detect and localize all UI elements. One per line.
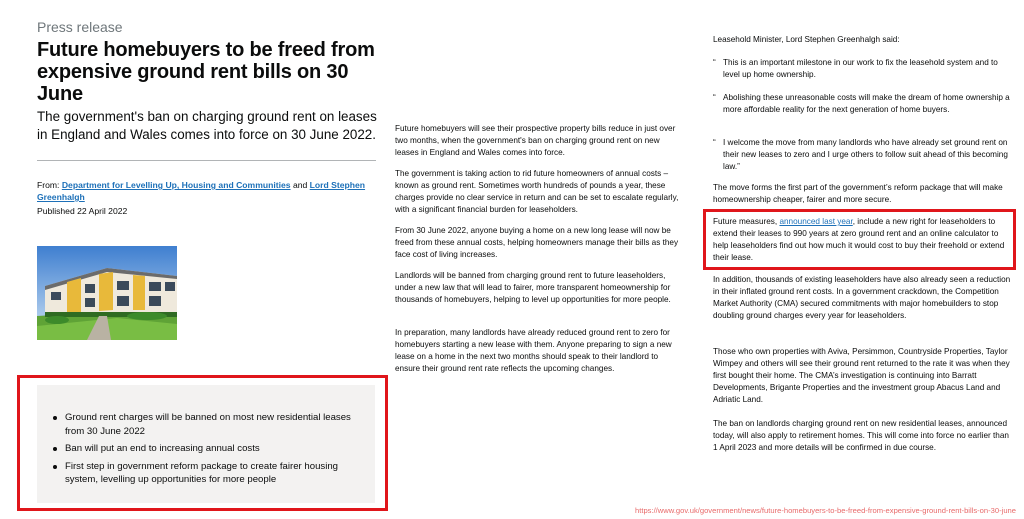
org-link-dluhc[interactable]: Department for Levelling Up, Housing and Communities xyxy=(61,180,291,190)
from-line xyxy=(37,179,367,203)
from-label: From: xyxy=(37,180,60,190)
lede-summary: The government's ban on charging ground rent on leases in England and Wales comes into force on 30 June 2022. xyxy=(37,109,377,142)
body-paragraph: In preparation, many landlords have already reduced ground rent to zero for homebuyers starting a new lease with them. Anyone preparing to sign a new lease on a home in the next two months should speak to their landlord to ensure their ground rent rate reflects the upcoming changes. xyxy=(395,328,672,373)
reform-paragraph: The move forms the first part of the government’s reform package that will make homeownership cheaper, fairer and more secure. xyxy=(713,183,1003,204)
page-title: Future homebuyers to be freed from expensive ground rent bills on 30 June xyxy=(37,39,375,105)
body-paragraph: Future homebuyers will see their prospective property bills reduce in just over two months, when the government's ban on charging ground rent on new leases in England and Wales comes into force. xyxy=(395,124,676,157)
housing-photo xyxy=(37,246,177,340)
quote-mark: “ xyxy=(713,58,716,67)
owners-paragraph: Those who own properties with Aviva, Persimmon, Countryside Properties, Taylor Wimpey and others will see their ground rent returned to the rate it was when they first bought their home. The CMA’s investigation is continuing into Barratt Developments, Brigante Properties and the investment group Abacus Land and Adriatic Land. xyxy=(713,347,1010,404)
body-paragraph: From 30 June 2022, anyone buying a home on a new long lease will now be freed from these annual costs, helping homeowners manage their bills as they face cost of living increases. xyxy=(395,226,679,259)
quote-mark: “ xyxy=(713,138,716,147)
divider xyxy=(37,160,376,161)
quote-text: This is an important milestone in our work to fix the leasehold system and to level up home ownership. xyxy=(723,58,998,79)
cma-paragraph: In addition, thousands of existing leaseholders have also already seen a reduction in their inflated ground rent costs. In a government crackdown, the Competition Market Authority (CMA) secured commitments with major homebuilders to stop doubling ground charges every year for leaseholders. xyxy=(713,275,1011,320)
highlight-box-future-measures xyxy=(703,209,1016,270)
quote-text: Abolishing these unreasonable costs will make the dream of home ownership a more affordable reality for the next generation of home buyers. xyxy=(723,93,1010,114)
future-post: , include a new right for leaseholders to extend their leases to 990 years at zero ground rent and an online calculator to help leaseholders find out how much it would cost to buy their freehold or extend their lease. xyxy=(713,217,1005,262)
summary-item: Ground rent charges will be banned on most new residential leases from 30 June 2022 xyxy=(51,411,365,438)
retirement-paragraph: The ban on landlords charging ground rent on new residential leases, announced today, will also apply to retirement homes. This will come into force no earlier than 1 April 2023 and more details will be confirmed in due course. xyxy=(713,419,1009,452)
body-paragraph: The government is taking action to rid future homeowners of annual costs – known as ground rent. Sometimes worth hundreds of pounds a year, these charges provide no clear service in return and can be set to escalate regularly, with a significant financial burden for leaseholders. xyxy=(395,169,679,214)
highlight-box-summary xyxy=(17,375,388,511)
quote-mark: “ xyxy=(713,93,716,102)
body-paragraph: Landlords will be banned from charging ground rent to future leaseholders, under a new law that will lead to fairer, more transparent homeownership for thousands of homebuyers, helping to level up opportunities for more people. xyxy=(395,271,671,304)
source-url: https://www.gov.uk/government/news/future-homebuyers-to-be-freed-from-expensive-ground-rent-bills-on-30-june xyxy=(635,506,1016,515)
announced-last-year-link[interactable]: announced last year xyxy=(779,217,853,226)
org-link-greenhalgh[interactable]: Lord Stephen Greenhalgh xyxy=(37,180,366,202)
from-and: and xyxy=(292,180,308,190)
quote-text: I welcome the move from many landlords who have already set ground rent on their new leases to zero and I urge others to follow suit ahead of this becoming law.” xyxy=(723,138,1008,171)
future-pre: Future measures, xyxy=(713,217,778,226)
minister-quote xyxy=(713,137,1013,173)
minister-quote xyxy=(713,92,1013,116)
summary-item: Ban will put an end to increasing annual costs xyxy=(51,442,365,456)
summary-item: First step in government reform package to create fairer housing system, levelling up opportunities for more people xyxy=(51,460,365,487)
minister-quote xyxy=(713,57,1013,81)
published-date: Published 22 April 2022 xyxy=(37,206,128,216)
minister-intro: Leasehold Minister, Lord Stephen Greenhalgh said: xyxy=(713,35,900,44)
document-type: Press release xyxy=(37,19,123,35)
